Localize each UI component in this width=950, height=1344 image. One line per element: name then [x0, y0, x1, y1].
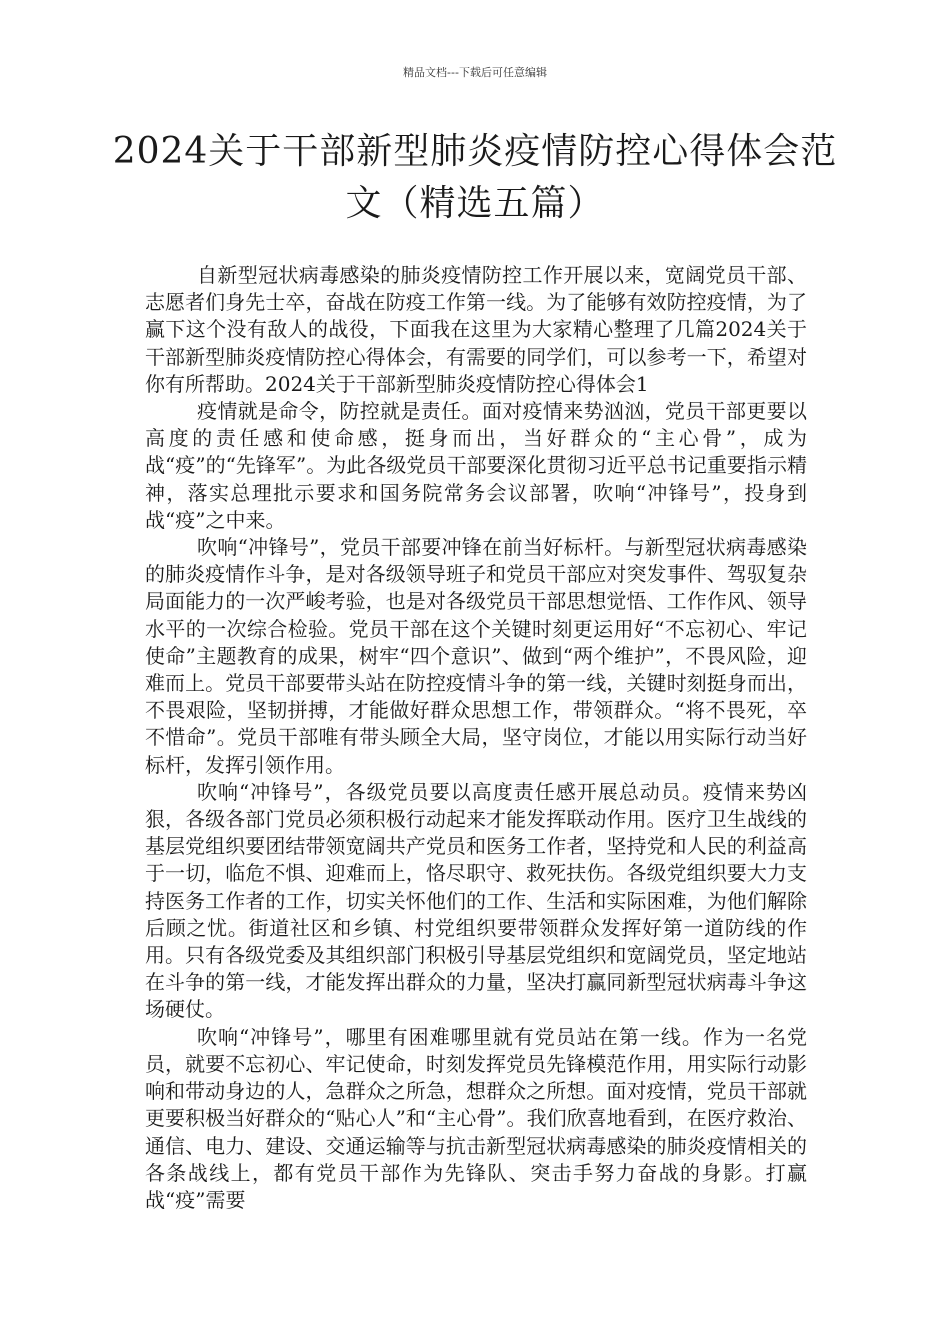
paragraph-intro: 自新型冠状病毒感染的肺炎疫情防控工作开展以来，宽阔党员干部、志愿者们身先士卒，奋战在防疫工作第一线。为了能够有效防控疫情，为了赢下这个没有敌人的战役，下面我在这里为大家精心整理了几篇2024关于干部新型肺炎疫情防控心得体会，有需要的同学们，可以参考一下，希望对你有所帮助。2024关于干部新型肺炎疫情防控心得体会1: [145, 263, 807, 396]
paragraph-command: 疫情就是命令，防控就是责任。面对疫情来势汹汹，党员干部更要以高度的责任感和使命感，挺身而出，当好群众的“主心骨”，成为战“疫”的“先锋军”。为此各级党员干部要深化贯彻习近平总书记重要指示精神，落实总理批示要求和国务院常务会议部署，吹响“冲锋号”，投身到战“疫”之中来。: [145, 399, 807, 532]
document-title: 2024关于干部新型肺炎疫情防控心得体会范文（精选五篇）: [112, 131, 838, 224]
paragraph-benchmark: 吹响“冲锋号”，党员干部要冲锋在前当好标杆。与新型冠状病毒感染的肺炎疫情作斗争，是对各级领导班子和党员干部应对突发事件、驾驭复杂局面能力的一次严峻考验，也是对各级党员干部思想觉悟、工作作风、领导水平的一次综合检验。党员干部在这个关键时刻更运用好“不忘初心、牢记使命”主题教育的成果，树牢“四个意识”、做到“两个维护”，不畏风险，迎难而上。党员干部要带头站在防控疫情斗争的第一线，关键时刻挺身而出，不畏艰险，坚韧拼搏，才能做好群众思想工作，带领群众。“将不畏死，卒不惜命”。党员干部唯有带头顾全大局，坚守岗位，才能以用实际行动当好标杆，发挥引领作用。: [145, 535, 807, 777]
paragraph-frontline: 吹响“冲锋号”，哪里有困难哪里就有党员站在第一线。作为一名党员，就要不忘初心、牢记使命，时刻发挥党员先锋模范作用，用实际行动影响和带动身边的人，急群众之所急，想群众之所想。面对疫情，党员干部就更要积极当好群众的“贴心人”和“主心骨”。我们欣喜地看到，在医疗救治、通信、电力、建设、交通运输等与抗击新型冠状病毒感染的肺炎疫情相关的各条战线上，都有党员干部作为先锋队、突击手努力奋战的身影。打赢战“疫”需要: [145, 1024, 807, 1212]
paragraph-mobilization: 吹响“冲锋号”，各级党员要以高度责任感开展总动员。疫情来势凶狠，各级各部门党员必须积极行动起来才能发挥联动作用。医疗卫生战线的基层党组织要团结带领宽阔共产党员和医务工作者，坚持党和人民的利益高于一切，临危不惧、迎难而上，恪尽职守、救死扶伤。各级党组织要大力支持医务工作者的工作，切实关怀他们的工作、生活和实际困难，为他们解除后顾之忧。街道社区和乡镇、村党组织要带领群众发挥好第一道防线的作用。只有各级党委及其组织部门积极引导基层党组织和宽阔党员，坚定地站在斗争的第一线，才能发挥出群众的力量，坚决打赢同新型冠状病毒斗争这场硬仗。: [145, 779, 807, 1022]
page-header: 精品文档---下载后可任意编辑: [403, 66, 547, 79]
document-body: [145, 262, 807, 1214]
